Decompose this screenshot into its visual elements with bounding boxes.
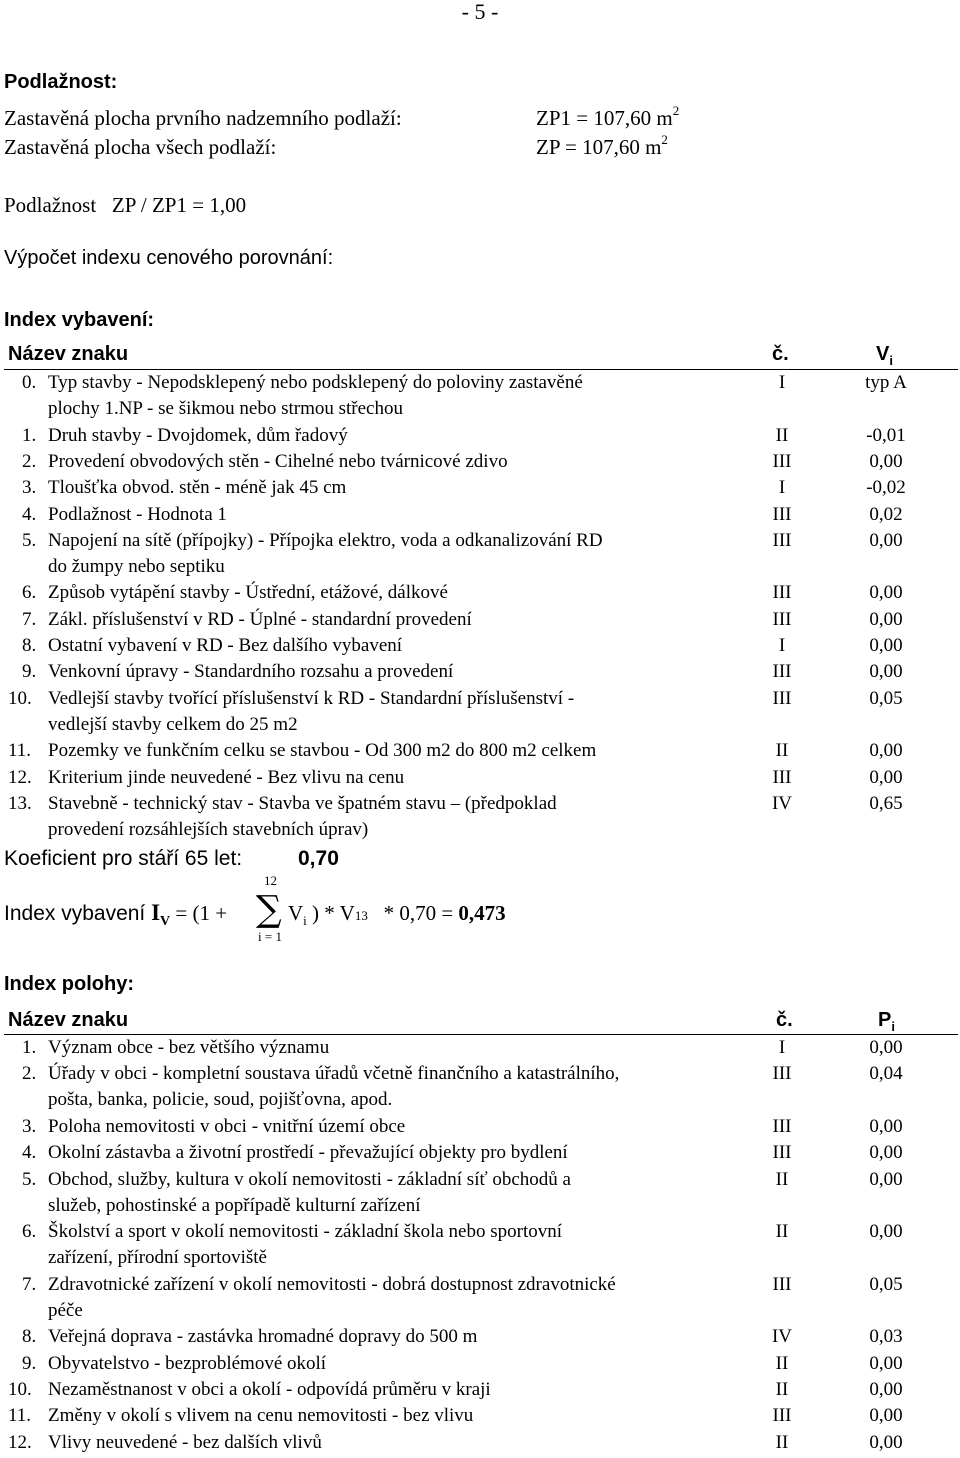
row-class: III bbox=[772, 1405, 792, 1427]
row-value: 0,00 bbox=[869, 529, 903, 551]
row-class: III bbox=[772, 687, 792, 709]
row-text-continuation: do žumpy nebo septiku bbox=[48, 555, 225, 577]
row-number: 4. bbox=[22, 1142, 37, 1164]
row-class: III bbox=[772, 608, 792, 630]
row-class: III bbox=[772, 1063, 792, 1085]
row-value: 0,00 bbox=[869, 450, 903, 472]
row-text bbox=[48, 1430, 748, 1456]
row-text-line: Veřejná doprava - zastávka hromadné dopravy do 500 m bbox=[48, 1326, 478, 1348]
koeficient-value: 0,70 bbox=[298, 847, 339, 870]
row-text-line: Obyvatelstvo - bezproblémové okolí bbox=[48, 1352, 327, 1374]
row-number: 9. bbox=[22, 1352, 37, 1374]
row-value: 0,65 bbox=[869, 792, 903, 814]
row-text-line: Vlivy neuvedené - bez dalších vlivů bbox=[48, 1431, 322, 1453]
row-text-line: Podlažnost - Hodnota 1 bbox=[48, 503, 227, 525]
row-class: IV bbox=[771, 1326, 793, 1348]
row-number: 2. bbox=[22, 1063, 37, 1085]
row-text-continuation: péče bbox=[48, 1299, 83, 1321]
row-text-line: Úřady v obci - kompletní soustava úřadů včetně finančního a katastrálního, bbox=[48, 1063, 620, 1085]
row-text-line: Nezaměstnanost v obci a okolí - odpovídá průměru v kraji bbox=[48, 1378, 491, 1400]
row-value: 0,00 bbox=[869, 740, 903, 762]
row-number: 9. bbox=[22, 661, 37, 683]
row-class: III bbox=[772, 450, 792, 472]
row-text-line: Školství a sport v okolí nemovitosti - základní škola nebo sportovní bbox=[48, 1221, 563, 1243]
row-text-continuation: provedení rozsáhlejších stavebních úprav) bbox=[48, 818, 369, 840]
row-text bbox=[48, 580, 748, 606]
row-text-line: Tloušťka obvod. stěn - méně jak 45 cm bbox=[48, 477, 347, 499]
row-class: II bbox=[775, 1431, 789, 1453]
row-text bbox=[48, 1403, 748, 1429]
row-number: 0. bbox=[22, 372, 37, 393]
zp1-value: ZP1 = 107,60 $m^2$ bbox=[536, 103, 680, 130]
row-class: II bbox=[775, 424, 789, 446]
row-value: 0,00 bbox=[869, 1142, 903, 1164]
row-number: 2. bbox=[22, 450, 37, 472]
polohy-col-p: $P_i$ bbox=[878, 1009, 895, 1034]
row-value: 0,00 bbox=[869, 608, 903, 630]
row-value: 0,00 bbox=[869, 1405, 903, 1427]
row-value: 0,00 bbox=[869, 1037, 903, 1058]
row-class: I bbox=[778, 635, 786, 656]
zp-value: ZP = 107,60 $m^2$ bbox=[536, 132, 668, 159]
row-text-line: Způsob vytápění stavby - Ústřední, etážové, dálkové bbox=[48, 582, 448, 604]
row-text-line: Druh stavby - Dvojdomek, dům řadový bbox=[48, 424, 348, 446]
row-text bbox=[48, 528, 748, 580]
row-value: 0,00 bbox=[869, 582, 903, 604]
vybaveni-col-v: $V_i$ bbox=[876, 343, 893, 368]
page-number: - 5 - bbox=[461, 0, 499, 24]
row-text-line: Pozemky ve funkčním celku se stavbou - Od 300 m2 do 800 m2 celkem bbox=[48, 740, 597, 762]
row-value: 0,03 bbox=[869, 1326, 903, 1348]
row-class: I bbox=[778, 372, 786, 393]
row-text bbox=[48, 1324, 748, 1350]
row-text-continuation: vedlejší stavby celkem do 25 m2 bbox=[48, 713, 298, 735]
sum-symbol: ∑ bbox=[256, 889, 282, 930]
row-class: III bbox=[772, 503, 792, 525]
podlaznost-ratio: Podlažnost ZP / ZP1 = 1,00 bbox=[4, 193, 247, 217]
row-number: 1. bbox=[22, 1037, 37, 1058]
row-text bbox=[48, 1061, 748, 1113]
row-text-line: Provedení obvodových stěn - Cihelné nebo tvárnicové zdivo bbox=[48, 450, 508, 472]
polohy-col-name: Název znaku bbox=[8, 1009, 129, 1031]
row-text bbox=[48, 475, 748, 501]
row-value: 0,00 bbox=[869, 661, 903, 683]
row-class: III bbox=[772, 582, 792, 604]
row-text-line: Napojení na sítě (přípojky) - Přípojka elektro, voda a odkanalizování RD bbox=[48, 529, 603, 551]
row-text bbox=[48, 765, 748, 791]
row-number: 11. bbox=[8, 1405, 32, 1427]
row-value: 0,00 bbox=[869, 1168, 903, 1190]
row-class: I bbox=[778, 477, 786, 499]
row-value: -0,02 bbox=[866, 477, 906, 499]
row-number: 10. bbox=[8, 687, 32, 709]
vypocet-heading: Výpočet indexu cenového porovnání: bbox=[4, 247, 334, 269]
row-text bbox=[48, 1377, 748, 1403]
vybaveni-col-c: č. bbox=[772, 343, 789, 365]
row-text bbox=[48, 686, 748, 738]
row-number: 7. bbox=[22, 608, 37, 630]
row-number: 4. bbox=[22, 503, 37, 525]
row-number: 12. bbox=[8, 766, 32, 788]
koeficient-label: Koeficient pro stáří 65 let: bbox=[4, 847, 243, 870]
row-text-line: Okolní zástavba a životní prostředí - převažující objekty pro bydlení bbox=[48, 1142, 568, 1164]
row-class: II bbox=[775, 740, 789, 762]
row-text-line: Význam obce - bez většího významu bbox=[48, 1037, 330, 1058]
row-number: 5. bbox=[22, 529, 37, 551]
row-number: 3. bbox=[22, 477, 37, 499]
row-class: II bbox=[775, 1168, 789, 1190]
row-number: 10. bbox=[8, 1378, 32, 1400]
row-class: II bbox=[775, 1378, 789, 1400]
row-text-continuation: plochy 1.NP - se šikmou nebo strmou střechou bbox=[48, 398, 403, 419]
row-value: 0,00 bbox=[869, 1378, 903, 1400]
row-text bbox=[48, 659, 748, 685]
row-text bbox=[48, 1114, 748, 1140]
row-value: 0,00 bbox=[869, 1431, 903, 1453]
row-class: III bbox=[772, 766, 792, 788]
row-value: 0,00 bbox=[869, 635, 903, 656]
row-number: 6. bbox=[22, 1221, 37, 1243]
row-value: 0,00 bbox=[869, 766, 903, 788]
row-text bbox=[48, 1140, 748, 1166]
row-text-continuation: pošta, banka, policie, soud, pojišťovna, apod. bbox=[48, 1089, 393, 1111]
polohy-col-c: č. bbox=[776, 1009, 793, 1031]
row-text-line: Venkovní úpravy - Standardního rozsahu a provedení bbox=[48, 661, 454, 683]
row-value: 0,00 bbox=[869, 1352, 903, 1374]
row-value: 0,02 bbox=[869, 503, 903, 525]
row-class: II bbox=[775, 1221, 789, 1243]
row-text-continuation: zařízení, přírodní sportoviště bbox=[48, 1247, 267, 1269]
row-text-continuation: služeb, pohostinské a popřípadě kulturní zařízení bbox=[48, 1194, 421, 1216]
row-value: 0,00 bbox=[869, 1221, 903, 1243]
row-text-line: Obchod, služby, kultura v okolí nemovitosti - základní síť obchodů a bbox=[48, 1168, 571, 1190]
row-number: 6. bbox=[22, 582, 37, 604]
row-text-line: Kriterium jinde neuvedené - Bez vlivu na cenu bbox=[48, 766, 405, 788]
row-text-line: Zdravotnické zařízení v okolí nemovitosti - dobrá dostupnost zdravotnické bbox=[48, 1273, 616, 1295]
row-value: 0,04 bbox=[869, 1063, 903, 1085]
sum-upper-limit: 12 bbox=[264, 873, 277, 888]
row-text bbox=[48, 1035, 748, 1061]
index-vybaveni-formula: Index vybavení $I_V = (1$ + bbox=[4, 900, 233, 930]
row-value: -0,01 bbox=[866, 424, 906, 446]
row-text bbox=[48, 1167, 748, 1219]
row-number: 13. bbox=[8, 792, 32, 814]
row-class: III bbox=[772, 1142, 792, 1164]
podlaznost-heading: Podlažnost: bbox=[4, 71, 118, 93]
row-class: III bbox=[772, 1115, 792, 1137]
row-value: 0,00 bbox=[869, 1115, 903, 1137]
row-text bbox=[48, 370, 748, 422]
row-text bbox=[48, 633, 748, 659]
sum-lower-limit: i = 1 bbox=[258, 929, 282, 944]
row-text-line: Ostatní vybavení v RD - Bez dalšího vybavení bbox=[48, 635, 403, 656]
row-class: III bbox=[772, 1273, 792, 1295]
row-text bbox=[48, 791, 748, 843]
index-polohy-heading: Index polohy: bbox=[4, 973, 134, 995]
row-text bbox=[48, 607, 748, 633]
row-class: III bbox=[772, 529, 792, 551]
formula-rest: $V_i$ ) * V13 * 0,70 = 0,473 bbox=[288, 901, 506, 929]
row-class: III bbox=[772, 661, 792, 683]
row-text bbox=[48, 1219, 748, 1271]
row-text bbox=[48, 1351, 748, 1377]
row-text-line: Vedlejší stavby tvořící příslušenství k RD - Standardní příslušenství - bbox=[48, 687, 575, 709]
row-text bbox=[48, 502, 748, 528]
row-text-line: Změny v okolí s vlivem na cenu nemovitosti - bez vlivu bbox=[48, 1405, 474, 1427]
vybaveni-col-name: Název znaku bbox=[8, 343, 129, 365]
row-value: 0,05 bbox=[869, 1273, 903, 1295]
zp1-label: Zastavěná plocha prvního nadzemního podlaží: bbox=[4, 106, 402, 130]
index-vybaveni-heading: Index vybavení: bbox=[4, 309, 155, 331]
row-text-line: Poloha nemovitosti v obci - vnitřní území obce bbox=[48, 1115, 406, 1137]
row-number: 11. bbox=[8, 740, 32, 762]
row-value: 0,05 bbox=[869, 687, 903, 709]
row-text-line: Stavebně - technický stav - Stavba ve špatném stavu – (předpoklad bbox=[48, 792, 557, 814]
row-number: 3. bbox=[22, 1115, 37, 1137]
row-number: 1. bbox=[22, 424, 37, 446]
row-value: typ A bbox=[865, 372, 907, 393]
row-class: IV bbox=[771, 792, 793, 814]
row-number: 7. bbox=[22, 1273, 37, 1295]
row-class: I bbox=[778, 1037, 786, 1058]
row-number: 8. bbox=[22, 1326, 37, 1348]
row-class: II bbox=[775, 1352, 789, 1374]
row-number: 8. bbox=[22, 635, 37, 656]
row-text bbox=[48, 1272, 748, 1324]
row-text-line: Zákl. příslušenství v RD - Úplné - standardní provedení bbox=[48, 608, 472, 630]
row-text bbox=[48, 423, 748, 449]
row-text bbox=[48, 738, 748, 764]
row-number: 5. bbox=[22, 1168, 37, 1190]
row-text-line: Typ stavby - Nepodsklepený nebo podsklepený do poloviny zastavěné bbox=[48, 372, 583, 393]
row-text bbox=[48, 449, 748, 475]
row-number: 12. bbox=[8, 1431, 32, 1453]
zp-label: Zastavěná plocha všech podlaží: bbox=[4, 135, 277, 159]
